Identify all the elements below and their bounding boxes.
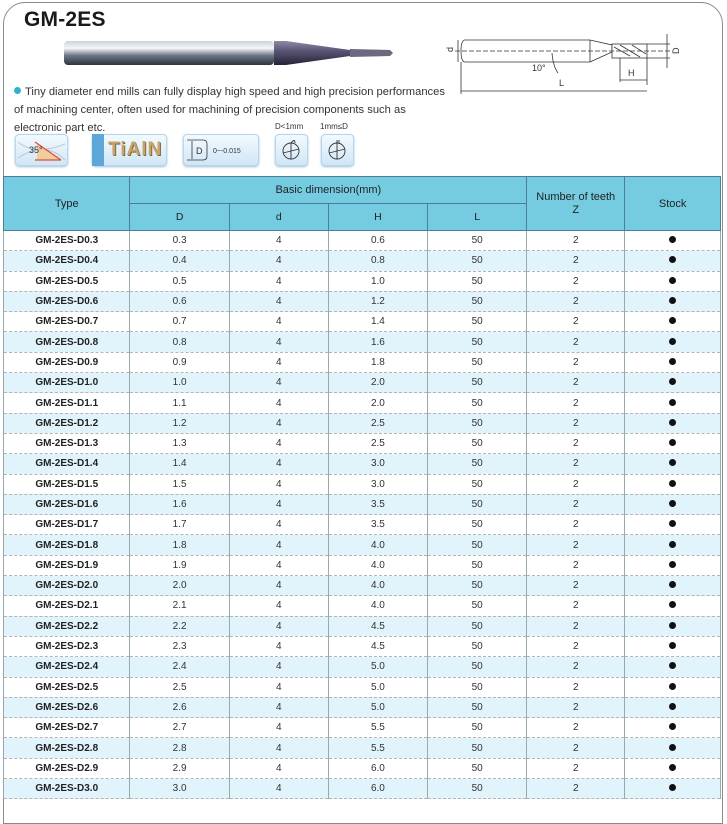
cell-Z: 2 — [527, 738, 625, 758]
coating-icon — [73, 134, 167, 172]
cell-d: 4 — [229, 474, 328, 494]
cell-D: 1.2 — [130, 413, 229, 433]
coating-name: TiAlN — [108, 139, 163, 160]
cell-type: GM-2ES-D1.5 — [4, 474, 130, 494]
in-stock-icon — [669, 541, 676, 548]
cell-L: 50 — [428, 657, 527, 677]
cell-Z: 2 — [527, 718, 625, 738]
cell-stock — [625, 636, 721, 656]
cell-type: GM-2ES-D1.3 — [4, 433, 130, 453]
cell-type: GM-2ES-D2.8 — [4, 738, 130, 758]
header-L: L — [428, 204, 527, 231]
in-stock-icon — [669, 662, 676, 669]
cell-L: 50 — [428, 454, 527, 474]
cell-H: 2.0 — [328, 393, 427, 413]
cell-L: 50 — [428, 474, 527, 494]
cell-type: GM-2ES-D2.7 — [4, 718, 130, 738]
cell-D: 1.4 — [130, 454, 229, 474]
cell-D: 1.8 — [130, 535, 229, 555]
cell-L: 50 — [428, 697, 527, 717]
cell-H: 0.6 — [328, 231, 427, 251]
small-diameter-label: D<1mm — [275, 122, 304, 131]
cell-d: 4 — [229, 332, 328, 352]
table-row — [4, 596, 721, 616]
cell-d: 4 — [229, 738, 328, 758]
table-row — [4, 352, 721, 372]
cell-L: 50 — [428, 576, 527, 596]
cell-L: 50 — [428, 738, 527, 758]
cell-Z: 2 — [527, 636, 625, 656]
in-stock-icon — [669, 764, 676, 771]
cell-H: 2.0 — [328, 373, 427, 393]
table-row — [4, 251, 721, 271]
cell-H: 1.8 — [328, 352, 427, 372]
in-stock-icon — [669, 723, 676, 730]
tolerance-value: 0~-0.015 — [213, 148, 241, 155]
cell-L: 50 — [428, 433, 527, 453]
cell-stock — [625, 515, 721, 535]
cell-d: 4 — [229, 657, 328, 677]
cell-H: 3.0 — [328, 454, 427, 474]
cell-Z: 2 — [527, 697, 625, 717]
table-row — [4, 312, 721, 332]
cell-Z: 2 — [527, 576, 625, 596]
in-stock-icon — [669, 520, 676, 527]
table-row — [4, 779, 721, 799]
cell-H: 1.4 — [328, 312, 427, 332]
header-teeth-label: Number of teeth — [536, 190, 616, 203]
product-description — [14, 83, 454, 137]
cell-stock — [625, 738, 721, 758]
cell-Z: 2 — [527, 271, 625, 291]
cell-Z: 2 — [527, 779, 625, 799]
cell-Z: 2 — [527, 373, 625, 393]
cell-H: 5.5 — [328, 738, 427, 758]
cell-type: GM-2ES-D2.1 — [4, 596, 130, 616]
in-stock-icon — [669, 703, 676, 710]
cell-L: 50 — [428, 352, 527, 372]
in-stock-icon — [669, 601, 676, 608]
cell-D: 3.0 — [130, 779, 229, 799]
cell-stock — [625, 697, 721, 717]
tolerance-symbol: D — [196, 146, 203, 156]
cell-D: 1.0 — [130, 373, 229, 393]
cell-H: 6.0 — [328, 779, 427, 799]
cell-Z: 2 — [527, 352, 625, 372]
cell-Z: 2 — [527, 555, 625, 575]
cell-L: 50 — [428, 291, 527, 311]
cell-Z: 2 — [527, 474, 625, 494]
cell-stock — [625, 373, 721, 393]
cell-Z: 2 — [527, 291, 625, 311]
cell-L: 50 — [428, 271, 527, 291]
cell-d: 4 — [229, 433, 328, 453]
cell-stock — [625, 291, 721, 311]
cell-H: 4.0 — [328, 555, 427, 575]
cell-H: 1.2 — [328, 291, 427, 311]
cell-Z: 2 — [527, 231, 625, 251]
cell-D: 1.5 — [130, 474, 229, 494]
cell-type: GM-2ES-D0.9 — [4, 352, 130, 372]
cell-D: 2.1 — [130, 596, 229, 616]
cell-L: 50 — [428, 596, 527, 616]
cell-H: 3.5 — [328, 515, 427, 535]
table-row — [4, 535, 721, 555]
cell-type: GM-2ES-D1.4 — [4, 454, 130, 474]
cell-L: 50 — [428, 494, 527, 514]
cell-d: 4 — [229, 576, 328, 596]
cell-H: 5.0 — [328, 697, 427, 717]
cell-stock — [625, 251, 721, 271]
in-stock-icon — [669, 378, 676, 385]
cell-D: 0.4 — [130, 251, 229, 271]
cell-stock — [625, 332, 721, 352]
header-type: Type — [4, 177, 130, 231]
cell-H: 4.5 — [328, 616, 427, 636]
cell-Z: 2 — [527, 312, 625, 332]
cell-D: 1.9 — [130, 555, 229, 575]
cell-d: 4 — [229, 535, 328, 555]
table-row — [4, 271, 721, 291]
cell-d: 4 — [229, 515, 328, 535]
cell-L: 50 — [428, 616, 527, 636]
cell-D: 1.1 — [130, 393, 229, 413]
cell-H: 3.5 — [328, 494, 427, 514]
cell-L: 50 — [428, 677, 527, 697]
in-stock-icon — [669, 459, 676, 466]
cell-type: GM-2ES-D2.9 — [4, 758, 130, 778]
cell-D: 0.6 — [130, 291, 229, 311]
cell-L: 50 — [428, 758, 527, 778]
cell-type: GM-2ES-D2.6 — [4, 697, 130, 717]
table-row — [4, 373, 721, 393]
cell-D: 2.8 — [130, 738, 229, 758]
drawing-label-angle: 10° — [532, 63, 546, 73]
cell-D: 0.3 — [130, 231, 229, 251]
header-H: H — [328, 204, 427, 231]
cell-Z: 2 — [527, 515, 625, 535]
table-row — [4, 515, 721, 535]
cell-type: GM-2ES-D0.7 — [4, 312, 130, 332]
cell-L: 50 — [428, 393, 527, 413]
cell-Z: 2 — [527, 393, 625, 413]
in-stock-icon — [669, 480, 676, 487]
drawing-label-L: L — [559, 78, 565, 88]
cell-type: GM-2ES-D0.6 — [4, 291, 130, 311]
cell-Z: 2 — [527, 596, 625, 616]
cell-Z: 2 — [527, 758, 625, 778]
cell-L: 50 — [428, 231, 527, 251]
in-stock-icon — [669, 581, 676, 588]
specification-table — [3, 176, 721, 799]
cell-stock — [625, 271, 721, 291]
cell-L: 50 — [428, 515, 527, 535]
table-row — [4, 718, 721, 738]
table-row — [4, 758, 721, 778]
drawing-label-d: d — [445, 46, 455, 52]
cell-d: 4 — [229, 251, 328, 271]
table-row — [4, 393, 721, 413]
in-stock-icon — [669, 256, 676, 263]
in-stock-icon — [669, 561, 676, 568]
cell-D: 0.9 — [130, 352, 229, 372]
end-profile-large-icon — [321, 134, 354, 166]
cell-Z: 2 — [527, 535, 625, 555]
table-row — [4, 291, 721, 311]
cell-stock — [625, 393, 721, 413]
cell-type: GM-2ES-D0.3 — [4, 231, 130, 251]
cell-D: 0.5 — [130, 271, 229, 291]
cell-stock — [625, 779, 721, 799]
cell-H: 3.0 — [328, 474, 427, 494]
in-stock-icon — [669, 642, 676, 649]
cell-L: 50 — [428, 535, 527, 555]
cell-D: 2.9 — [130, 758, 229, 778]
cell-H: 0.8 — [328, 251, 427, 271]
cell-d: 4 — [229, 758, 328, 778]
cell-d: 4 — [229, 636, 328, 656]
in-stock-icon — [669, 277, 676, 284]
drawing-label-D: D — [671, 47, 681, 54]
cell-type: GM-2ES-D1.7 — [4, 515, 130, 535]
table-row — [4, 474, 721, 494]
cell-H: 2.5 — [328, 433, 427, 453]
cell-L: 50 — [428, 779, 527, 799]
cell-type: GM-2ES-D2.3 — [4, 636, 130, 656]
cell-stock — [625, 596, 721, 616]
cell-H: 4.0 — [328, 535, 427, 555]
cell-Z: 2 — [527, 433, 625, 453]
in-stock-icon — [669, 399, 676, 406]
cell-d: 4 — [229, 697, 328, 717]
header-stock: Stock — [625, 177, 721, 231]
cell-d: 4 — [229, 291, 328, 311]
cell-d: 4 — [229, 677, 328, 697]
cell-D: 2.5 — [130, 677, 229, 697]
cell-stock — [625, 352, 721, 372]
table-row — [4, 738, 721, 758]
table-row — [4, 433, 721, 453]
cell-d: 4 — [229, 718, 328, 738]
coated-label: Coated — [73, 148, 80, 172]
cell-stock — [625, 555, 721, 575]
dimension-drawing — [440, 28, 680, 98]
cell-stock — [625, 474, 721, 494]
cell-H: 1.6 — [328, 332, 427, 352]
cell-stock — [625, 413, 721, 433]
cell-L: 50 — [428, 251, 527, 271]
cell-type: GM-2ES-D2.4 — [4, 657, 130, 677]
cell-L: 50 — [428, 413, 527, 433]
cell-Z: 2 — [527, 454, 625, 474]
cell-D: 1.6 — [130, 494, 229, 514]
drawing-label-H: H — [628, 68, 635, 78]
in-stock-icon — [669, 500, 676, 507]
cell-H: 6.0 — [328, 758, 427, 778]
cell-d: 4 — [229, 231, 328, 251]
table-body — [4, 231, 721, 799]
cell-D: 1.7 — [130, 515, 229, 535]
cell-stock — [625, 718, 721, 738]
table-row — [4, 616, 721, 636]
cell-L: 50 — [428, 373, 527, 393]
cell-d: 4 — [229, 413, 328, 433]
cell-L: 50 — [428, 555, 527, 575]
cell-d: 4 — [229, 352, 328, 372]
cell-type: GM-2ES-D2.5 — [4, 677, 130, 697]
cell-Z: 2 — [527, 251, 625, 271]
cell-D: 0.7 — [130, 312, 229, 332]
cell-stock — [625, 231, 721, 251]
header-teeth-sub: Z — [572, 203, 580, 216]
cell-d: 4 — [229, 271, 328, 291]
cell-stock — [625, 657, 721, 677]
cell-D: 2.4 — [130, 657, 229, 677]
cell-stock — [625, 576, 721, 596]
in-stock-icon — [669, 784, 676, 791]
cell-L: 50 — [428, 332, 527, 352]
table-row — [4, 636, 721, 656]
table-row — [4, 677, 721, 697]
cell-stock — [625, 494, 721, 514]
cell-d: 4 — [229, 779, 328, 799]
cell-Z: 2 — [527, 677, 625, 697]
cell-type: GM-2ES-D1.2 — [4, 413, 130, 433]
header-teeth — [527, 177, 625, 231]
cell-type: GM-2ES-D1.8 — [4, 535, 130, 555]
table-row — [4, 657, 721, 677]
cell-D: 2.6 — [130, 697, 229, 717]
cell-type: GM-2ES-D1.9 — [4, 555, 130, 575]
cell-D: 2.3 — [130, 636, 229, 656]
cell-type: GM-2ES-D3.0 — [4, 779, 130, 799]
cell-H: 5.0 — [328, 657, 427, 677]
cell-Z: 2 — [527, 413, 625, 433]
cell-H: 5.0 — [328, 677, 427, 697]
description-text: Tiny diameter end mills can fully display high speed and high precision performances of machining center, often used for machining of precision components such as electronic part etc. — [14, 86, 445, 134]
cell-H: 5.5 — [328, 718, 427, 738]
in-stock-icon — [669, 744, 676, 751]
in-stock-icon — [669, 622, 676, 629]
cell-d: 4 — [229, 393, 328, 413]
in-stock-icon — [669, 419, 676, 426]
cell-D: 2.7 — [130, 718, 229, 738]
cell-D: 2.2 — [130, 616, 229, 636]
in-stock-icon — [669, 439, 676, 446]
header-basic-dimension: Basic dimension(mm) — [130, 177, 527, 204]
cell-D: 2.0 — [130, 576, 229, 596]
cell-stock — [625, 758, 721, 778]
cell-stock — [625, 433, 721, 453]
table-row — [4, 555, 721, 575]
cell-Z: 2 — [527, 332, 625, 352]
cell-type: GM-2ES-D0.5 — [4, 271, 130, 291]
cell-d: 4 — [229, 494, 328, 514]
cell-d: 4 — [229, 454, 328, 474]
cell-d: 4 — [229, 616, 328, 636]
table-row — [4, 332, 721, 352]
cell-d: 4 — [229, 596, 328, 616]
helix-angle-value: 35° — [29, 145, 43, 155]
table-row — [4, 231, 721, 251]
in-stock-icon — [669, 317, 676, 324]
tolerance-icon — [183, 134, 259, 166]
cell-D: 1.3 — [130, 433, 229, 453]
header-d: d — [229, 204, 328, 231]
cell-Z: 2 — [527, 616, 625, 636]
cell-d: 4 — [229, 312, 328, 332]
in-stock-icon — [669, 236, 676, 243]
cell-type: GM-2ES-D1.6 — [4, 494, 130, 514]
cell-type: GM-2ES-D1.0 — [4, 373, 130, 393]
cell-type: GM-2ES-D0.4 — [4, 251, 130, 271]
cell-H: 1.0 — [328, 271, 427, 291]
cell-Z: 2 — [527, 657, 625, 677]
cell-stock — [625, 454, 721, 474]
helix-angle-icon — [15, 134, 68, 166]
end-mill-image — [60, 38, 400, 68]
bullet-icon — [14, 87, 21, 94]
cell-L: 50 — [428, 312, 527, 332]
table-row — [4, 413, 721, 433]
cell-H: 2.5 — [328, 413, 427, 433]
cell-D: 0.8 — [130, 332, 229, 352]
table-row — [4, 697, 721, 717]
header-D: D — [130, 204, 229, 231]
cell-L: 50 — [428, 718, 527, 738]
in-stock-icon — [669, 297, 676, 304]
table-row — [4, 576, 721, 596]
cell-Z: 2 — [527, 494, 625, 514]
cell-H: 4.0 — [328, 576, 427, 596]
in-stock-icon — [669, 358, 676, 365]
product-title: GM-2ES — [24, 8, 106, 31]
cell-stock — [625, 677, 721, 697]
table-row — [4, 494, 721, 514]
cell-type: GM-2ES-D1.1 — [4, 393, 130, 413]
cell-L: 50 — [428, 636, 527, 656]
in-stock-icon — [669, 338, 676, 345]
cell-stock — [625, 312, 721, 332]
cell-type: GM-2ES-D2.2 — [4, 616, 130, 636]
cell-d: 4 — [229, 555, 328, 575]
cell-H: 4.5 — [328, 636, 427, 656]
end-profile-small-icon — [275, 134, 308, 166]
cell-type: GM-2ES-D0.8 — [4, 332, 130, 352]
cell-type: GM-2ES-D2.0 — [4, 576, 130, 596]
cell-H: 4.0 — [328, 596, 427, 616]
table-row — [4, 454, 721, 474]
large-diameter-label: 1mm≤D — [320, 122, 348, 131]
cell-stock — [625, 616, 721, 636]
in-stock-icon — [669, 683, 676, 690]
cell-stock — [625, 535, 721, 555]
cell-d: 4 — [229, 373, 328, 393]
